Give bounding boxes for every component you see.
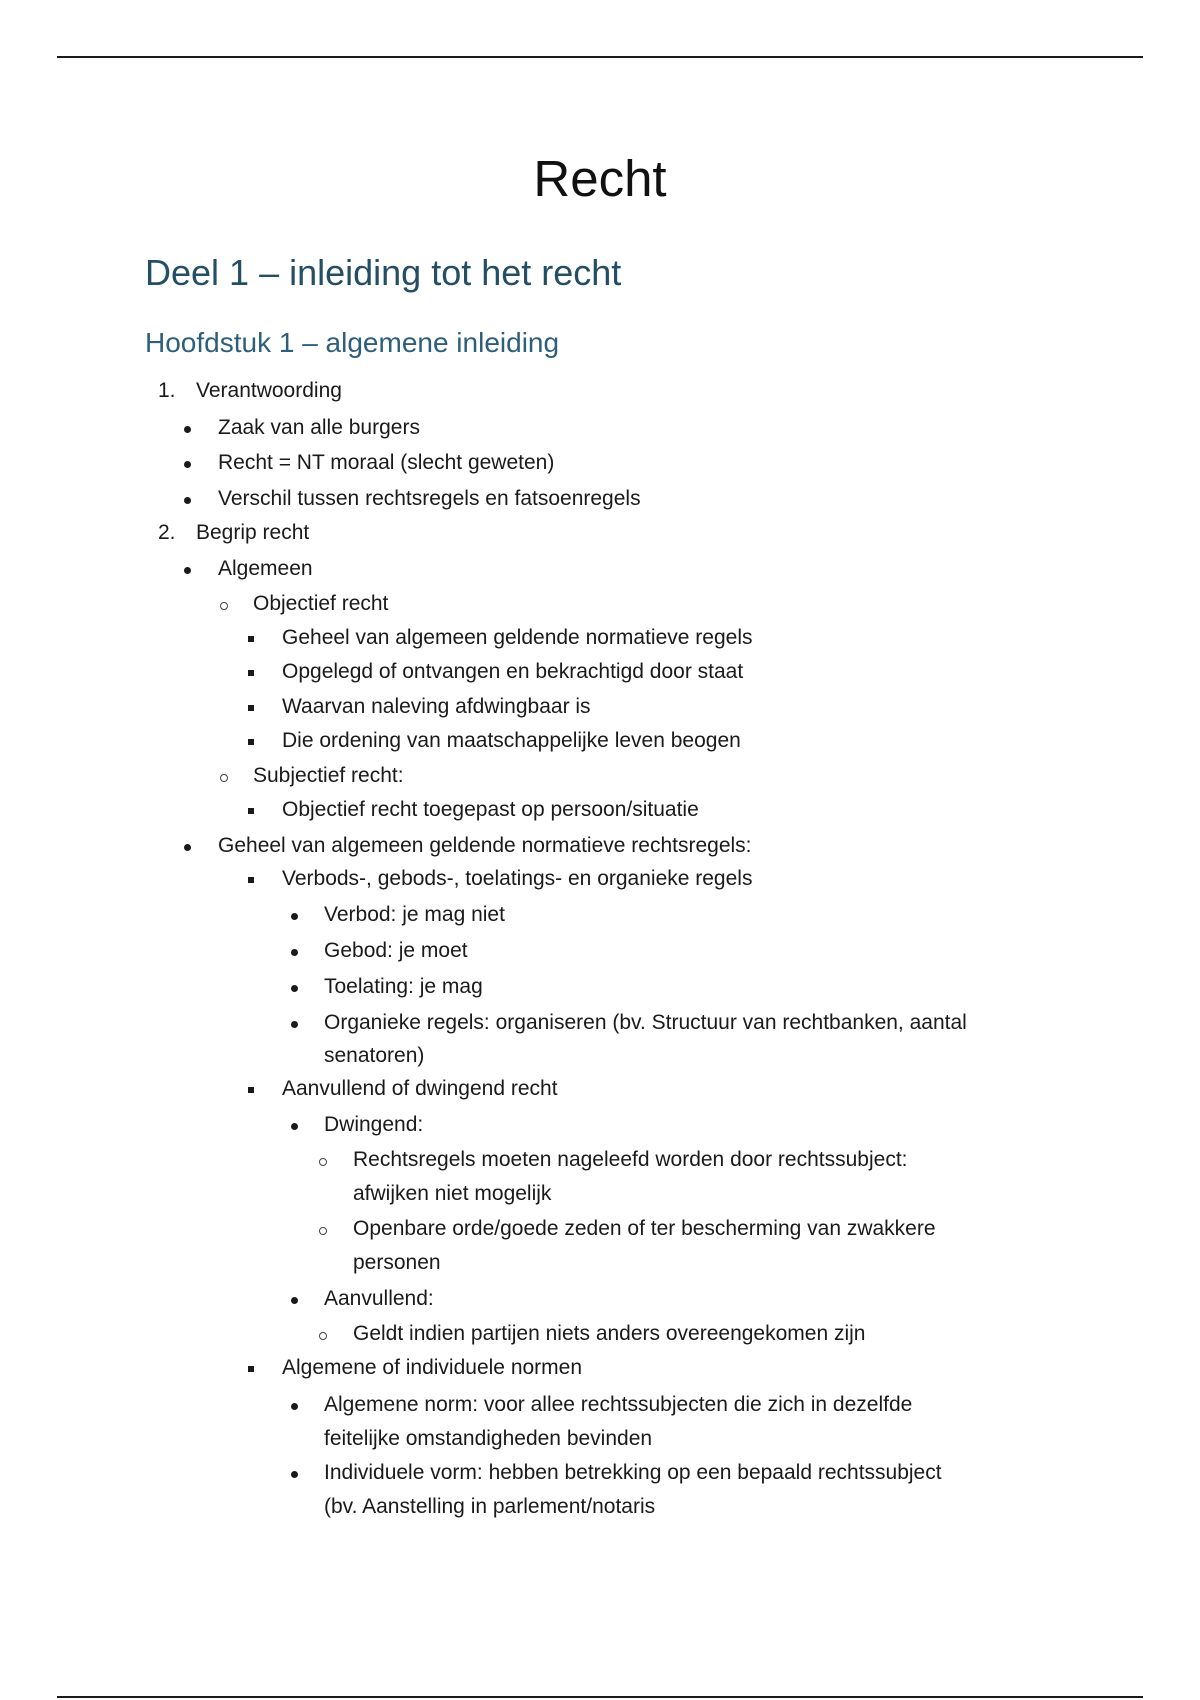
list-item-verantwoording: Verantwoording: [196, 379, 342, 402]
list-item-aanvullend-dwingend: Aanvullend of dwingend recht: [282, 1077, 558, 1100]
list-item-continued: feitelijke omstandigheden bevinden: [324, 1427, 653, 1450]
list-item-continued: afwijken niet mogelijk: [353, 1182, 552, 1205]
list-item: Toelating: je mag: [324, 975, 483, 998]
square-bullet-icon: [248, 670, 254, 676]
bullet-icon: [291, 1297, 298, 1304]
list-item: Verschil tussen rechtsregels en fatsoenregels: [218, 487, 641, 510]
list-item-objectief-recht: Objectief recht: [253, 592, 389, 615]
list-item-begrip-recht: Begrip recht: [196, 521, 310, 544]
list-number-2: 2.: [158, 521, 176, 544]
bullet-icon: [184, 497, 191, 504]
list-item: Geheel van algemeen geldende normatieve regels: [282, 626, 753, 649]
square-bullet-icon: [248, 1087, 254, 1093]
bullet-icon: [184, 844, 191, 851]
circle-bullet-icon: [319, 1332, 327, 1340]
bullet-icon: [291, 985, 298, 992]
square-bullet-icon: [248, 877, 254, 883]
list-item-dwingend: Dwingend:: [324, 1113, 424, 1136]
bullet-icon: [291, 1123, 298, 1130]
bullet-icon: [184, 426, 191, 433]
square-bullet-icon: [248, 705, 254, 711]
list-item: Opgelegd of ontvangen en bekrachtigd door staat: [282, 660, 744, 683]
header-rule: [57, 56, 1143, 58]
square-bullet-icon: [248, 739, 254, 745]
list-item-algemeen: Algemeen: [218, 557, 313, 580]
list-item: Zaak van alle burgers: [218, 416, 420, 439]
bullet-icon: [291, 913, 298, 920]
footer-rule: [57, 1696, 1143, 1698]
list-item: Rechtsregels moeten nageleefd worden door rechtssubject:: [353, 1148, 908, 1171]
list-item-continued: (bv. Aanstelling in parlement/notaris: [324, 1495, 656, 1518]
list-item-continued: senatoren): [324, 1044, 425, 1067]
list-item-normen: Algemene of individuele normen: [282, 1356, 583, 1379]
list-item: Openbare orde/goede zeden of ter bescherming van zwakkere: [353, 1217, 936, 1240]
list-item: Algemene norm: voor allee rechtssubjecten die zich in dezelfde: [324, 1393, 913, 1416]
bullet-icon: [291, 1021, 298, 1028]
square-bullet-icon: [248, 636, 254, 642]
part-heading: Deel 1 – inleiding tot het recht: [145, 252, 622, 293]
document-title: Recht: [533, 150, 667, 207]
square-bullet-icon: [248, 1366, 254, 1372]
bullet-icon: [184, 461, 191, 468]
list-item: Geldt indien partijen niets anders overeengekomen zijn: [353, 1322, 866, 1345]
chapter-heading: Hoofdstuk 1 – algemene inleiding: [145, 327, 560, 358]
circle-bullet-icon: [220, 602, 228, 610]
list-item: Individuele vorm: hebben betrekking op een bepaald rechtssubject: [324, 1461, 942, 1484]
circle-bullet-icon: [319, 1158, 327, 1166]
bullet-icon: [184, 567, 191, 574]
list-item-continued: personen: [353, 1251, 441, 1274]
bullet-icon: [291, 1471, 298, 1478]
list-item: Recht = NT moraal (slecht geweten): [218, 451, 555, 474]
list-item-verbods: Verbods-, gebods-, toelatings- en organieke regels: [282, 867, 753, 890]
list-item: Verbod: je mag niet: [324, 903, 505, 926]
list-item: Objectief recht toegepast op persoon/situatie: [282, 798, 699, 821]
list-item: Organieke regels: organiseren (bv. Structuur van rechtbanken, aantal: [324, 1011, 967, 1034]
square-bullet-icon: [248, 808, 254, 814]
list-number-1: 1.: [158, 379, 176, 402]
bullet-icon: [291, 1403, 298, 1410]
circle-bullet-icon: [319, 1227, 327, 1235]
list-item: Die ordening van maatschappelijke leven beogen: [282, 729, 741, 752]
list-item-subjectief-recht: Subjectief recht:: [253, 764, 404, 787]
list-item: Waarvan naleving afdwingbaar is: [282, 695, 591, 718]
list-item: Gebod: je moet: [324, 939, 468, 962]
list-item-aanvullend: Aanvullend:: [324, 1287, 434, 1310]
circle-bullet-icon: [220, 774, 228, 782]
bullet-icon: [291, 949, 298, 956]
list-item-geheel: Geheel van algemeen geldende normatieve rechtsregels:: [218, 834, 752, 857]
